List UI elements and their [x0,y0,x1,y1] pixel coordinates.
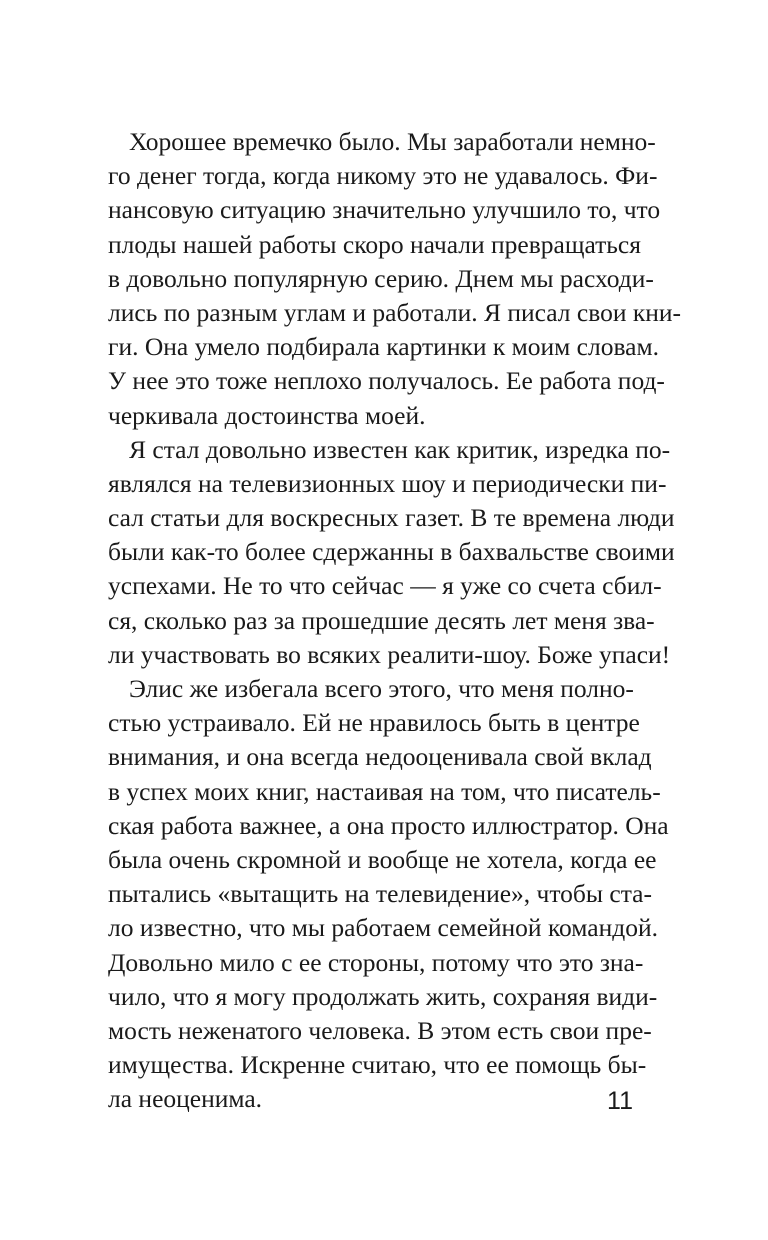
text-line: ло известно, что мы работаем семейной командой. [108,913,658,943]
text-line: Я стал довольно известен как критик, изредка по- [129,434,671,464]
text-line: успехами. Не то что сейчас — я уже со счета сбил- [108,571,662,601]
text-line: ли участвовать во всяких реалити-шоу. Боже упаси! [108,639,671,669]
text-line: сал статьи для воскресных газет. В те времена люди [108,503,675,533]
text-line: ла неоценима. [108,1084,263,1114]
text-line: Хорошее времечко было. Мы заработали немно- [129,127,656,156]
text-line: лись по разным углам и работали. Я писал свои кни- [108,297,682,327]
text-line: являлся на телевизионных шоу и периодически пи- [108,468,667,498]
text-line: ская работа важнее, а она просто иллюстратор. Она [108,810,669,840]
paragraph-2 [108,433,675,672]
text-line: внимания, и она всегда недооценивала свой вклад [108,742,652,772]
text-line: Элис же избегала всего этого, что меня полно- [129,674,634,703]
text-line: в довольно популярную серию. Днем мы расходи- [108,263,654,293]
text-line: ся, сколько раз за прошедшие десять лет меня зва- [108,605,655,635]
text-line: мость неженатого человека. В этом есть свои пре- [108,1015,652,1045]
body-text [108,125,682,1116]
paragraph-3 [108,672,669,1116]
text-line: стью устраивало. Ей не нравилось быть в центре [108,708,640,738]
text-line: пытались «вытащить на телевидение», чтобы ста- [108,879,652,909]
page-number: 11 [607,1087,633,1115]
text-line: имущества. Искренне считаю, что ее помощь бы- [108,1050,647,1080]
text-line: Довольно мило с ее стороны, потому что это зна- [108,947,644,977]
text-line: в успех моих книг, настаивая на том, что писатель- [108,776,661,806]
text-line: черкивала достоинства моей. [108,400,426,430]
text-line: чило, что я могу продолжать жить, сохраняя види- [108,981,658,1011]
text-line: го денег тогда, когда никому это не удавалось. Фи- [108,161,658,191]
text-line: нансовую ситуацию значительно улучшило то, что [108,195,661,225]
text-line: У нее это тоже неплохо получалось. Ее работа под- [108,366,665,396]
paragraph-1 [108,125,682,433]
text-line: ги. Она умело подбирала картинки к моим словам. [108,332,660,362]
text-line: была очень скромной и вообще не хотела, когда ее [108,844,657,874]
text-line: плоды нашей работы скоро начали превращаться [108,229,641,259]
text-line: были как-то более сдержанны в бахвальстве своими [108,537,675,567]
